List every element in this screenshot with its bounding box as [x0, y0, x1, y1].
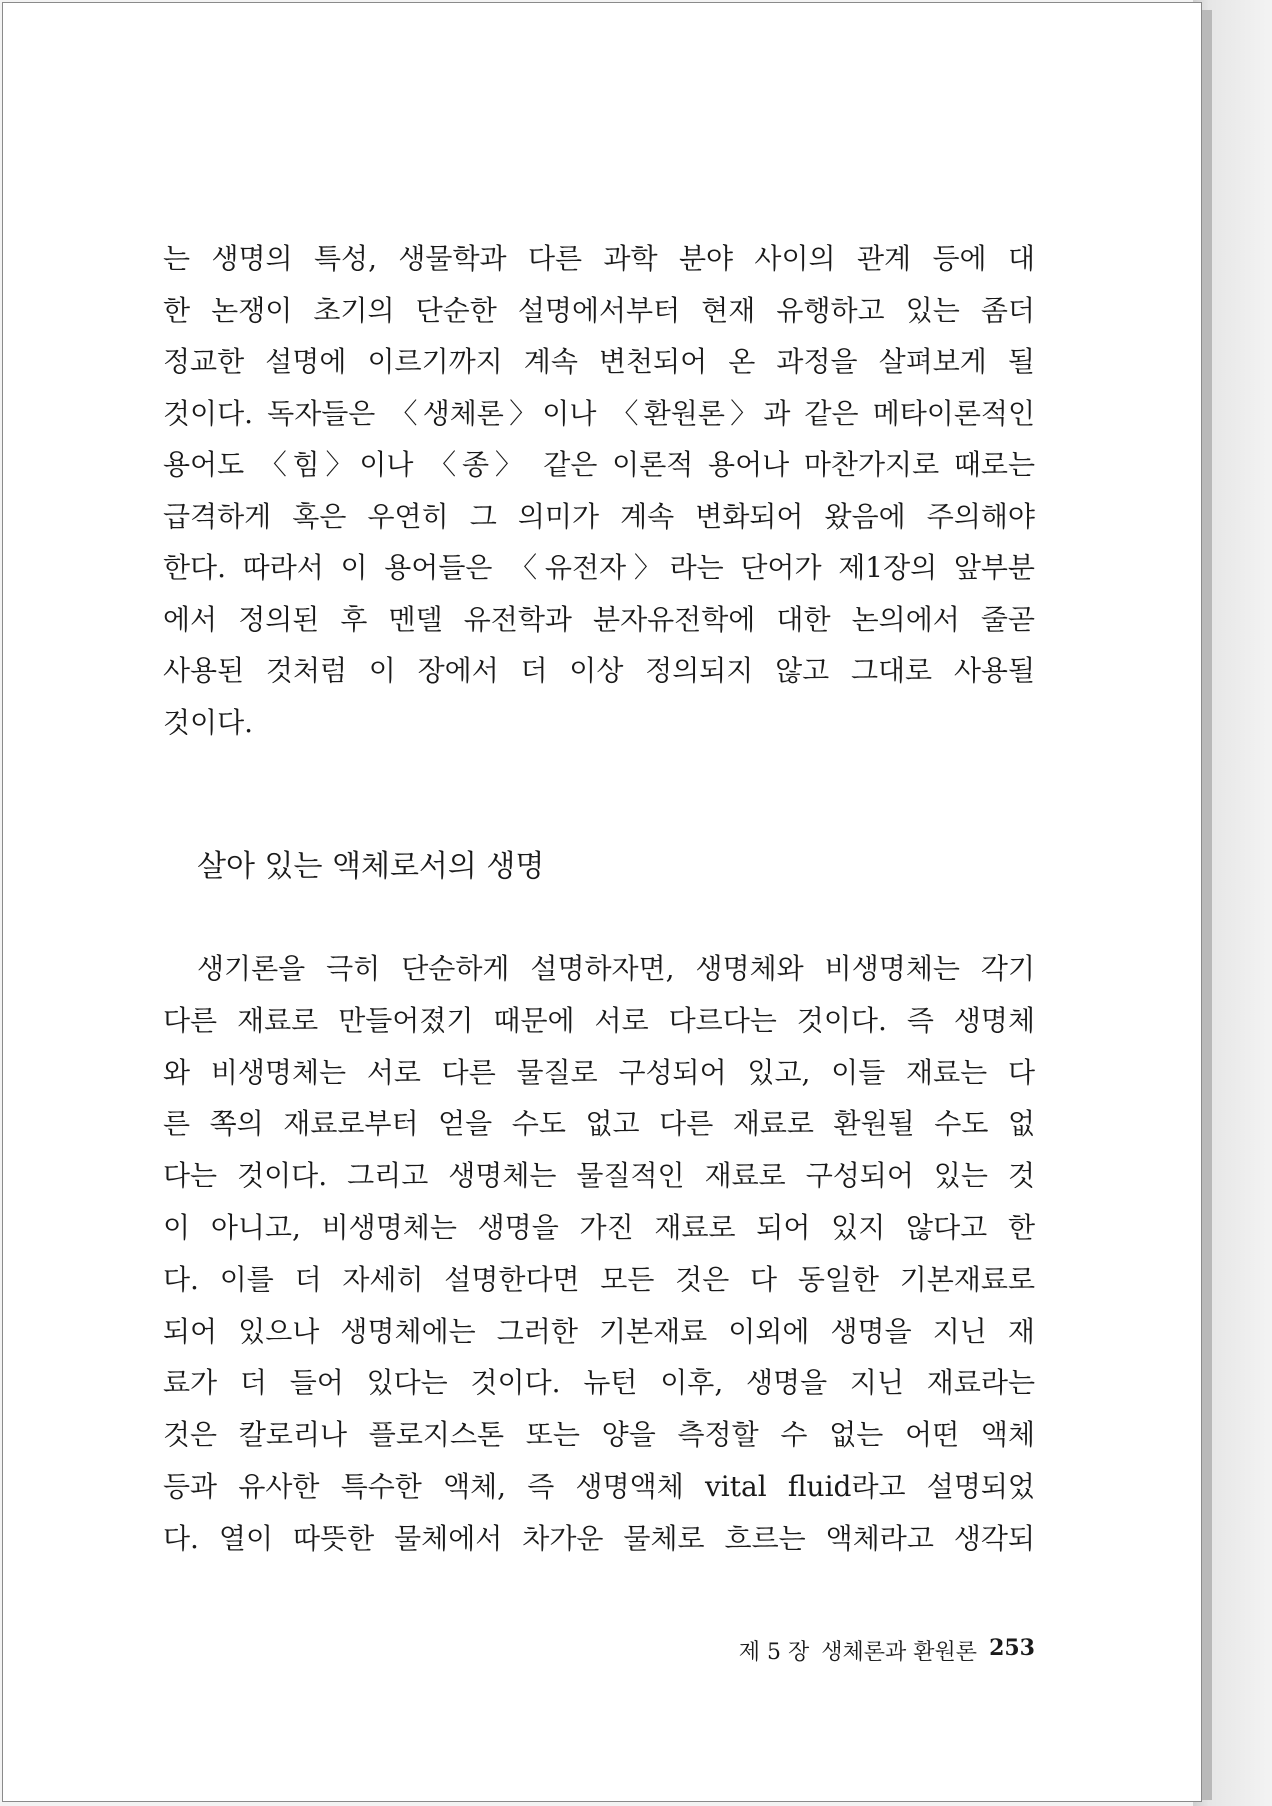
text-line: 한다. 따라서 이 용어들은 〈유전자〉라는 단어가 제1장의 앞부분: [163, 551, 1035, 584]
text-line: 급격하게 혹은 우연히 그 의미가 계속 변화되어 왔음에 주의해야: [163, 499, 1035, 533]
text-line: 다. 이를 더 자세히 설명한다면 모든 것은 다 동일한 기본재료로: [163, 1262, 1035, 1296]
paragraph-continuation: [163, 233, 1035, 748]
text-line: 다는 것이다. 그리고 생명체는 물질적인 재료로 구성되어 있는 것: [163, 1159, 1035, 1193]
text-line: 와 비생명체는 서로 다른 물질로 구성되어 있고, 이들 재료는 다: [163, 1055, 1035, 1089]
text-line: 용어도 〈힘〉이나 〈종〉 같은 이론적 용어나 마찬가지로 때로는: [163, 448, 1035, 481]
section-heading: 살아 있는 액체로서의 생명: [197, 849, 545, 884]
page-number: 253: [989, 1635, 1035, 1661]
text-line: 른 쪽의 재료로부터 얻을 수도 없고 다른 재료로 환원될 수도 없: [163, 1107, 1035, 1141]
text-line: 것이다.: [163, 705, 254, 739]
footer-chapter-title: 생체론과 환원론: [821, 1640, 978, 1665]
text-line: 것이다. 독자들은 〈생체론〉이나 〈환원론〉과 같은 메타이론적인: [163, 396, 1035, 430]
text-line: 등과 유사한 특수한 액체, 즉 생명액체 vital fluid라고 설명되었: [163, 1469, 1035, 1503]
book-page: [2, 2, 1202, 1802]
text-line: 다. 열이 따뜻한 물체에서 차가운 물체로 흐르는 액체라고 생각되: [163, 1521, 1035, 1555]
text-line: 정교한 설명에 이르기까지 계속 변천되어 온 과정을 살펴보게 될: [163, 345, 1035, 378]
running-footer: [635, 1635, 1035, 1666]
text-line: 에서 정의된 후 멘델 유전학과 분자유전학에 대한 논의에서 줄곧: [163, 602, 1035, 636]
text-line: 것은 칼로리나 플로지스톤 또는 양을 측정할 수 없는 어떤 액체: [163, 1418, 1035, 1452]
text-line: 이 아니고, 비생명체는 생명을 가진 재료로 되어 있지 않다고 한: [163, 1210, 1035, 1244]
text-line: 사용된 것처럼 이 장에서 더 이상 정의되지 않고 그대로 사용될: [163, 654, 1035, 687]
paragraph-body: [163, 943, 1035, 1565]
text-line: 되어 있으나 생명체에는 그러한 기본재료 이외에 생명을 지닌 재: [163, 1314, 1035, 1348]
text-line: 다른 재료로 만들어졌기 때문에 서로 다르다는 것이다. 즉 생명체: [163, 1003, 1035, 1037]
text-line: 생기론을 극히 단순하게 설명하자면, 생명체와 비생명체는 각기: [197, 952, 1035, 985]
text-line: 는 생명의 특성, 생물학과 다른 과학 분야 사이의 관계 등에 대: [163, 242, 1035, 275]
text-line: 한 논쟁이 초기의 단순한 설명에서부터 현재 유행하고 있는 좀더: [163, 293, 1035, 327]
footer-chapter: 제 5 장: [738, 1640, 810, 1665]
text-line: 료가 더 들어 있다는 것이다. 뉴턴 이후, 생명을 지닌 재료라는: [163, 1366, 1035, 1400]
